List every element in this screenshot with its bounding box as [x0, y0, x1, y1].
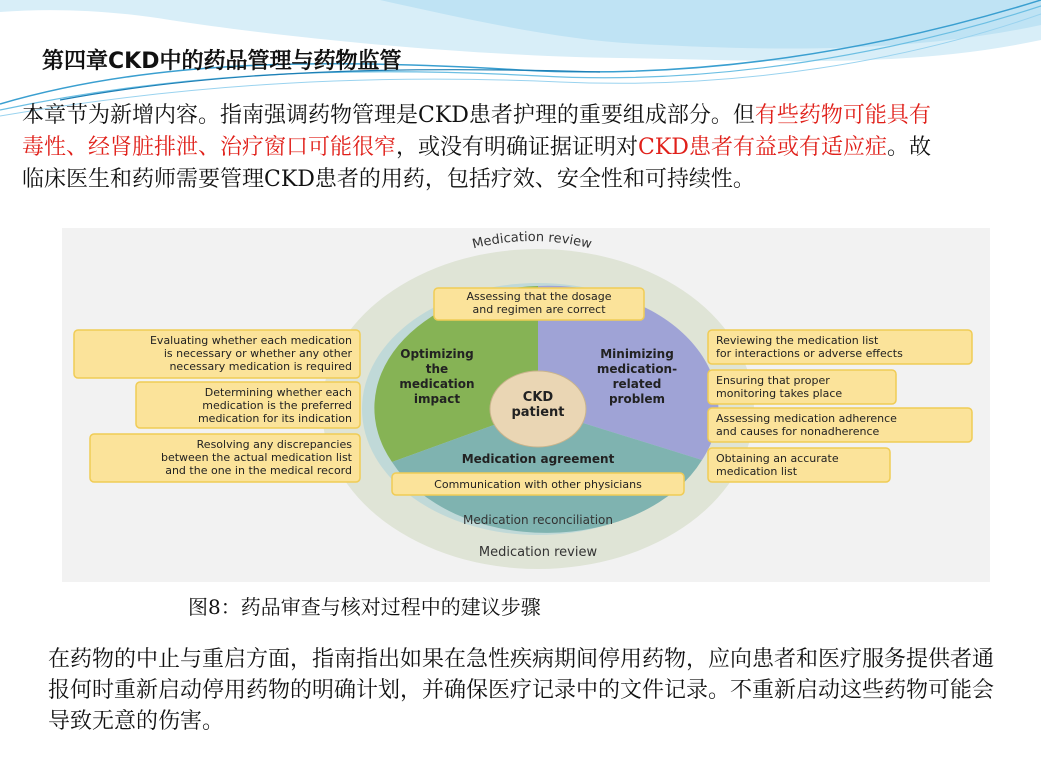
left-box-text: Evaluating whether each medication is necessary or whether any other necessary medication is required [149, 334, 352, 373]
right-box-text: Obtaining an accurate medication list [716, 452, 839, 478]
intro-paragraph [22, 100, 952, 196]
center-label: CKD patient [511, 390, 565, 420]
bottom-box-text: Communication with other physicians [434, 478, 642, 491]
sector-label-agreement: Medication agreement [461, 452, 615, 466]
intro-segment: 有些药物可能具有毒性、经肾脏排泄、治疗窗口可能很窄 [22, 103, 931, 160]
sector-label-minimizing: Minimizing medication-related problem [596, 347, 678, 406]
figure-caption: 图8：药品审查与核对过程中的建议步骤 [188, 595, 541, 619]
right-box-text: Reviewing the medication list for interactions or adverse effects [716, 334, 903, 360]
ring-label-reconciliation: Medication reconciliation [463, 513, 613, 527]
right-box-text: Ensuring that proper monitoring takes place [716, 374, 843, 400]
intro-segment: 本章节为新增内容。指南强调药物管理是CKD患者护理的重要组成部分。但 [22, 103, 755, 128]
sector-label-optimizing: Optimizing the medication impact [399, 347, 475, 406]
restart-paragraph: 在药物的中止与重启方面，指南指出如果在急性疾病期间停用药物，应向患者和医疗服务提供者通报何时重新启动停用药物的明确计划，并确保医疗记录中的文件记录。不重新启动这些药物可能会导致无意的伤害。 [48, 647, 995, 734]
left-box-text: Determining whether each medication is the preferred medication for its indication [197, 386, 352, 425]
slide-title: 第四章CKD中的药品管理与药物监管 [42, 49, 402, 74]
intro-segment: CKD患者有益或有适应症 [638, 135, 887, 160]
medication-review-figure [62, 228, 990, 582]
intro-segment: ，或没有明确证据证明对 [396, 135, 639, 160]
ring-label-top: Medication review [470, 230, 594, 253]
right-box-text: Assessing medication adherence and causes for nonadherence [716, 412, 897, 438]
left-box-text: Resolving any discrepancies between the actual medication list and the one in the medical record [160, 438, 352, 477]
intro-segment: 。故临床医生和药师需要管理CKD患者的用药，包括疗效、安全性和可持续性。 [22, 135, 931, 192]
top-box-text: Assessing that the dosage and regimen are correct [466, 290, 612, 316]
ring-label-bottom: Medication review [478, 545, 598, 560]
